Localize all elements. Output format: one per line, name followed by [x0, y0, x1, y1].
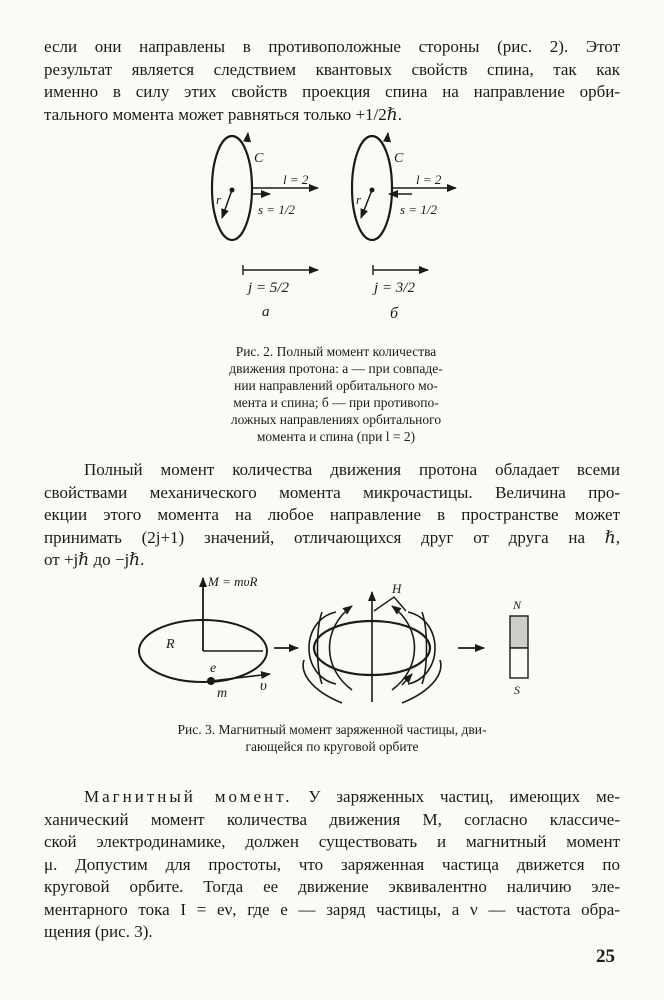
label-c: C: [254, 151, 264, 166]
paragraph-3: [44, 786, 620, 944]
caption-line: движения протона: а — при совпаде-: [229, 361, 443, 376]
field-line: [402, 660, 441, 703]
text-line: результат является следствием квантовых свойств спина, так как: [44, 59, 620, 79]
label-l: l = 2: [283, 172, 309, 187]
section-heading: Магнитный момент.: [84, 787, 293, 806]
label-c: C: [394, 151, 404, 166]
figure-3-caption: [120, 721, 544, 755]
caption-line: нии направлений орбитального мо-: [234, 378, 438, 393]
label-m-equation: M = mυR: [208, 574, 258, 589]
text-line: щения (рис. 3).: [44, 922, 153, 941]
text-fragment: У заряженных частиц, имеющих ме-: [308, 787, 620, 806]
text-line: от +jℏ до −jℏ.: [44, 550, 145, 569]
field-line: [303, 660, 342, 703]
label-h: H: [392, 581, 402, 596]
field-line: [330, 606, 353, 690]
text-line: свойствами механического момента микрочастицы. Величина про-: [44, 482, 620, 502]
text-line: ментарного тока I = eν, где e — заряд частицы, а ν — частота обра-: [44, 899, 620, 919]
figure-3-field: [303, 592, 441, 703]
magnet-north-pole: [510, 616, 528, 648]
text-line: [44, 786, 620, 809]
text-line: μ. Допустим для простоты, что заряженная частица движется по: [44, 854, 620, 874]
text-line: Полный момент количества движения протона обладает всеми: [84, 460, 620, 479]
label-l: l = 2: [416, 172, 442, 187]
label-j: j = 5/2: [248, 280, 289, 296]
text-line: именно в силу этих свойств проекция спина на направление орби-: [44, 82, 620, 101]
caption-line: Рис. 2. Полный момент количества: [235, 344, 437, 359]
label-s: s = 1/2: [400, 202, 437, 217]
page-number: 25: [596, 946, 615, 967]
text-line: принимать (2j+1) значений, отличающихся друг от друга на ℏ,: [44, 527, 620, 547]
label-m: m: [217, 686, 228, 701]
magnet-south-pole: [510, 648, 528, 678]
label-r: R: [166, 637, 175, 652]
h-vector-mark: [374, 597, 406, 611]
panel-label-a: а: [262, 304, 270, 320]
field-line: [392, 606, 415, 690]
label-s: s = 1/2: [258, 202, 295, 217]
label-n: N: [513, 598, 522, 612]
caption-line: момента и спина (при l = 2): [256, 429, 416, 444]
label-s: S: [514, 683, 520, 697]
text-line: если они направлены в противоположные стороны (рис. 2). Этот: [44, 37, 620, 56]
caption-line: ложных направлениях орбитального: [230, 412, 442, 427]
caption-line: гающейся по круговой орбите: [245, 739, 419, 754]
text-line: ской электродинамике, должен существовать и магнитный момент: [44, 832, 620, 851]
text-line: тального момента может равняться только +1/2ℏ.: [44, 104, 402, 124]
text-line: круговой орбите. Тогда ее движение эквивалентно наличию эле-: [44, 877, 620, 896]
caption-line: мента и спина; б — при противопо-: [233, 395, 439, 410]
label-r: r: [356, 192, 362, 207]
text-line: ханический момент количества движения M, согласно классиче-: [44, 809, 620, 829]
figure-3-orbit: [139, 574, 270, 701]
caption-line: Рис. 3. Магнитный момент заряженной частицы, дви-: [177, 722, 487, 737]
label-v: υ: [260, 678, 267, 694]
label-r: r: [216, 192, 222, 207]
panel-label-b: б: [390, 305, 399, 322]
text-line: екции этого момента на любое направление в пространстве может: [44, 505, 620, 524]
figure-3-magnet: [510, 598, 528, 697]
label-j: j = 3/2: [374, 280, 415, 296]
label-e: e: [210, 661, 217, 676]
